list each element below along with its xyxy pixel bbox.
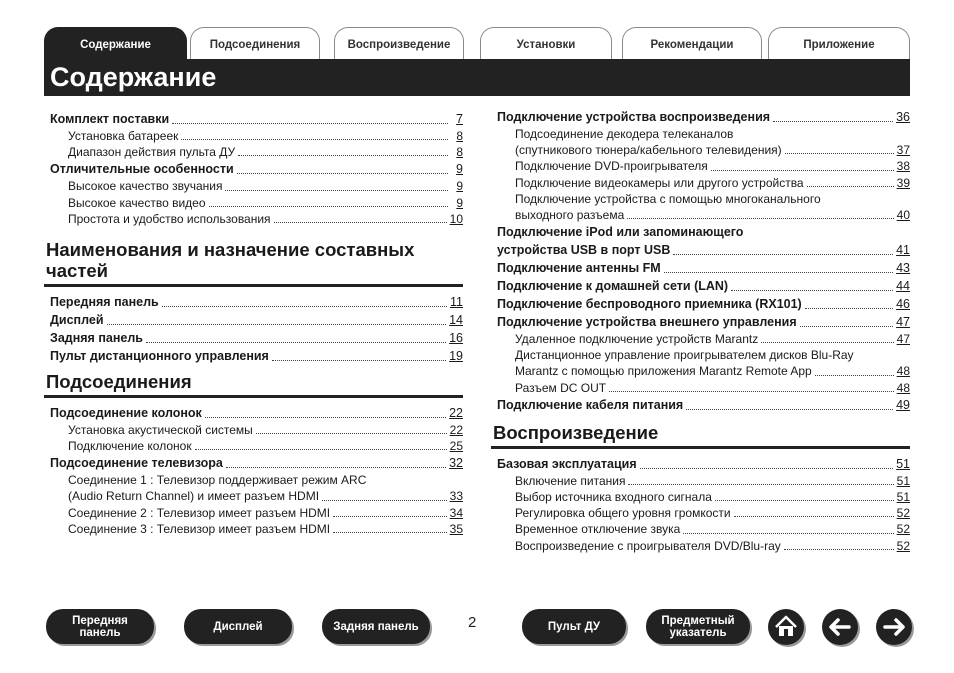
dot-leader (333, 532, 447, 533)
page-link[interactable]: 52 (896, 506, 910, 521)
page-link[interactable]: 48 (896, 364, 910, 379)
toc-entry-label: Выбор источника входного сигнала (515, 490, 712, 505)
dot-leader (256, 433, 447, 434)
back-button[interactable] (822, 609, 858, 645)
toc-entry-label: Отличительные особенности (50, 162, 234, 177)
dot-leader (715, 500, 894, 501)
page-link[interactable]: 16 (449, 330, 463, 345)
dot-leader (237, 173, 448, 174)
toc-entry-label: Разъем DC OUT (515, 380, 607, 395)
page-link[interactable]: 38 (896, 159, 910, 174)
tab-tips[interactable] (622, 27, 762, 60)
toc-entry[interactable] (491, 396, 910, 414)
page-link[interactable]: 8 (456, 128, 463, 143)
home-icon (768, 609, 804, 645)
rear-panel-button[interactable]: Задняя панель (322, 609, 430, 644)
toc-entry-label: Задняя панель (50, 330, 143, 345)
dot-leader (773, 121, 893, 122)
toc-entry[interactable] (44, 505, 463, 521)
toc-entry-label: Подключение кабеля питания (497, 397, 684, 412)
tab-label: Воспроизведение (347, 39, 451, 51)
toc-right-column (491, 108, 910, 554)
page-link[interactable]: 33 (449, 489, 463, 504)
page-link[interactable]: 39 (896, 175, 910, 190)
page-link[interactable]: 9 (456, 179, 463, 194)
toc-entry[interactable] (491, 538, 910, 554)
toc-entry[interactable] (491, 126, 910, 142)
tab-label: Рекомендации (650, 39, 734, 51)
dot-leader (195, 449, 447, 450)
dot-leader (784, 549, 894, 550)
toc-entry-label: Дисплей (50, 312, 104, 327)
toc-entry[interactable] (44, 489, 463, 505)
page-link[interactable]: 11 (450, 294, 463, 309)
dot-leader (761, 342, 893, 343)
toc-entry-label: Подключение видеокамеры или другого устройства (515, 175, 804, 190)
dot-leader (225, 190, 448, 191)
toc-entry-label: Соединение 2 : Телевизор имеет разъем HDMI (68, 505, 331, 520)
toc-entry-label: Подключение iPod или запоминающего (497, 225, 744, 240)
section-heading: Воспроизведение (491, 422, 910, 449)
toc-entry[interactable] (44, 404, 463, 422)
dot-leader (734, 516, 894, 517)
dot-leader (274, 222, 447, 223)
toc-entry[interactable] (44, 144, 463, 160)
page-link[interactable]: 46 (896, 297, 910, 312)
dot-leader (322, 500, 447, 501)
dot-leader (686, 409, 893, 410)
toc-entry[interactable] (491, 295, 910, 313)
tab-appendix[interactable] (768, 27, 910, 60)
dot-leader (785, 153, 894, 154)
toc-entry[interactable] (491, 331, 910, 347)
toc-entry[interactable] (491, 108, 910, 126)
toc-entry[interactable] (44, 347, 463, 365)
toc-entry[interactable] (44, 311, 463, 329)
dot-leader (807, 186, 894, 187)
toc-entry[interactable] (491, 191, 910, 207)
dot-leader (272, 360, 446, 361)
page-link[interactable]: 44 (896, 279, 910, 294)
toc-entry[interactable] (491, 347, 910, 363)
toc-entry-label: Диапазон действия пульта ДУ (68, 145, 236, 160)
toc-entry[interactable] (44, 195, 463, 211)
page-title: Содержание (50, 62, 217, 92)
toc-entry-label: Включение питания (515, 473, 626, 488)
page-link[interactable]: 25 (449, 439, 463, 454)
back-arrow-icon (822, 609, 858, 645)
page-link[interactable]: 49 (896, 397, 910, 412)
toc-entry-label: Установка батареек (68, 128, 179, 143)
toc-entry[interactable] (491, 364, 910, 380)
page-link[interactable]: 7 (456, 112, 463, 126)
page-link[interactable]: 43 (896, 261, 910, 276)
dot-leader (815, 375, 894, 376)
dot-leader (683, 533, 893, 534)
home-button[interactable] (768, 609, 804, 645)
tab-label: Содержание (80, 39, 151, 51)
toc-entry[interactable] (491, 380, 910, 396)
toc-entry-label: Передняя панель (50, 294, 159, 309)
toc-entry[interactable] (491, 175, 910, 191)
dot-leader (205, 417, 446, 418)
toc-entry[interactable] (491, 313, 910, 331)
page-link[interactable]: 9 (456, 195, 463, 210)
section-heading: Подсоединения (44, 371, 463, 398)
dot-leader (805, 308, 893, 309)
toc-entry-label: Подключение устройства внешнего управления (497, 315, 797, 330)
toc-entry-label: (Audio Return Channel) и имеет разъем HDMI (68, 489, 320, 504)
toc-entry[interactable] (491, 241, 910, 259)
toc-entry[interactable] (491, 505, 910, 521)
dot-leader (628, 484, 893, 485)
tab-bar (44, 27, 910, 61)
dot-leader (664, 272, 893, 273)
toc-entry-label: Высокое качество звучания (68, 179, 223, 194)
toc-entry[interactable] (44, 128, 463, 144)
tab-label: Подсоединения (209, 39, 301, 51)
page-link[interactable]: 8 (456, 145, 463, 160)
toc-entry-label: Соединение 1 : Телевизор поддерживает режим ARC (68, 473, 367, 488)
page-link[interactable]: 47 (896, 315, 910, 330)
toc-entry-label: Подключение устройства с помощью многоканального (515, 191, 821, 206)
dot-leader (711, 170, 894, 171)
toc-entry-label: Подключение DVD-проигрывателя (515, 159, 708, 174)
dot-leader (162, 306, 447, 307)
dot-leader (673, 254, 893, 255)
toc-entry-label: Подсоединение колонок (50, 405, 202, 420)
page-link[interactable]: 35 (449, 521, 463, 536)
toc-entry[interactable] (44, 160, 463, 178)
page-link[interactable]: 40 (896, 207, 910, 222)
tab-settings[interactable] (480, 27, 612, 60)
dot-leader (627, 218, 893, 219)
toc-entry[interactable] (44, 211, 463, 227)
tab-connections[interactable] (190, 27, 320, 60)
page-link[interactable]: 52 (896, 538, 910, 553)
toc-entry-label: Высокое качество видео (68, 195, 206, 210)
toc-entry[interactable] (44, 329, 463, 347)
toc-entry[interactable] (491, 455, 910, 473)
toc-entry-label: (спутникового тюнера/кабельного телевидения) (515, 143, 782, 158)
dot-leader (226, 467, 446, 468)
page-link[interactable]: 51 (896, 473, 910, 488)
toc-entry[interactable] (44, 472, 463, 488)
page-link[interactable]: 10 (449, 211, 463, 226)
toc-entry[interactable] (491, 277, 910, 295)
toc-entry[interactable] (44, 178, 463, 194)
page-link[interactable]: 22 (449, 422, 463, 437)
toc-entry[interactable] (44, 422, 463, 438)
toc-entry[interactable] (44, 454, 463, 472)
dot-leader (238, 155, 448, 156)
toc-entry-label: Подсоединение телевизора (50, 456, 223, 471)
toc-entry-label: Подключение беспроводного приемника (RX101) (497, 297, 802, 312)
page-link[interactable]: 51 (896, 490, 910, 505)
toc-entry-label: Подключение к домашней сети (LAN) (497, 279, 729, 294)
toc-entry-label: Установка акустической системы (68, 422, 253, 437)
page-link[interactable]: 34 (449, 505, 463, 520)
page-link[interactable]: 52 (896, 522, 910, 537)
toc-entry[interactable] (491, 142, 910, 158)
toc-entry-label: Регулировка общего уровня громкости (515, 506, 731, 521)
toc-entry[interactable] (491, 207, 910, 223)
toc-entry-label: Подсоединение декодера телеканалов (515, 127, 734, 141)
toc-entry[interactable] (491, 158, 910, 174)
toc-entry-label: Подключение устройства воспроизведения (497, 110, 771, 124)
tab-label: Приложение (803, 39, 875, 51)
toc-entry[interactable] (44, 438, 463, 454)
toc-entry-label: Базовая эксплуатация (497, 456, 637, 471)
dot-leader (172, 123, 448, 124)
page-link[interactable]: 47 (896, 332, 910, 347)
page-link[interactable]: 22 (449, 405, 463, 420)
toc-entry-label: Подключение колонок (68, 439, 192, 454)
dot-leader (209, 206, 448, 207)
toc-entry-label: Временное отключение звука (515, 522, 681, 537)
toc-entry-label: Удаленное подключение устройств Marantz (515, 332, 759, 347)
toc-entry[interactable] (491, 223, 910, 241)
toc-entry-label: Соединение 3 : Телевизор имеет разъем HDMI (68, 521, 331, 536)
page-link[interactable]: 14 (449, 312, 463, 327)
toc-entry[interactable] (491, 489, 910, 505)
forward-button[interactable] (876, 609, 912, 645)
toc-entry-label: Дистанционное управление проигрывателем дисков Blu-Ray (515, 348, 854, 363)
toc-entry-label: устройства USB в порт USB (497, 243, 671, 258)
dot-leader (181, 139, 448, 140)
display-button[interactable]: Дисплей (184, 609, 292, 644)
toc-entry[interactable] (491, 259, 910, 277)
page-title-bar (44, 59, 910, 96)
page-link[interactable]: 19 (449, 348, 463, 363)
index-button[interactable]: Предметный указатель (646, 609, 750, 644)
remote-button[interactable]: Пульт ДУ (522, 609, 626, 644)
toc-left-column (44, 110, 463, 537)
toc-entry-label: Воспроизведение с проигрывателя DVD/Blu-ray (515, 538, 781, 553)
dot-leader (609, 391, 894, 392)
dot-leader (107, 324, 447, 325)
toc-entry-label: Простота и удобство использования (68, 211, 271, 226)
tab-playback[interactable] (334, 27, 464, 60)
page-link[interactable]: 36 (896, 110, 910, 124)
page-link[interactable]: 9 (456, 162, 463, 177)
toc-entry[interactable] (44, 110, 463, 128)
toc-entry-label: выходного разъема (515, 207, 625, 222)
toc-entry[interactable] (44, 293, 463, 311)
toc-entry-label: Подключение антенны FM (497, 261, 661, 276)
dot-leader (800, 326, 893, 327)
page-link[interactable]: 37 (896, 143, 910, 158)
dot-leader (640, 468, 893, 469)
toc-entry[interactable] (44, 521, 463, 537)
toc-entry-label: Комплект поставки (50, 112, 170, 126)
toc-entry[interactable] (491, 473, 910, 489)
forward-arrow-icon (876, 609, 912, 645)
page-link[interactable]: 51 (896, 456, 910, 471)
tab-label: Установки (516, 39, 576, 51)
front-panel-button[interactable]: Передняя панель (46, 609, 154, 644)
page-link[interactable]: 48 (896, 380, 910, 395)
toc-entry-label: Marantz с помощью приложения Marantz Remote App (515, 364, 812, 379)
tab-contents[interactable] (44, 27, 187, 60)
toc-entry-label: Пульт дистанционного управления (50, 348, 269, 363)
dot-leader (146, 342, 446, 343)
page-number: 2 (468, 614, 477, 631)
page-link[interactable]: 32 (449, 456, 463, 471)
toc-entry[interactable] (491, 521, 910, 537)
dot-leader (333, 516, 447, 517)
page-link[interactable]: 41 (896, 243, 910, 258)
section-heading: Наименования и назначение составных частей (44, 239, 463, 287)
dot-leader (731, 290, 893, 291)
